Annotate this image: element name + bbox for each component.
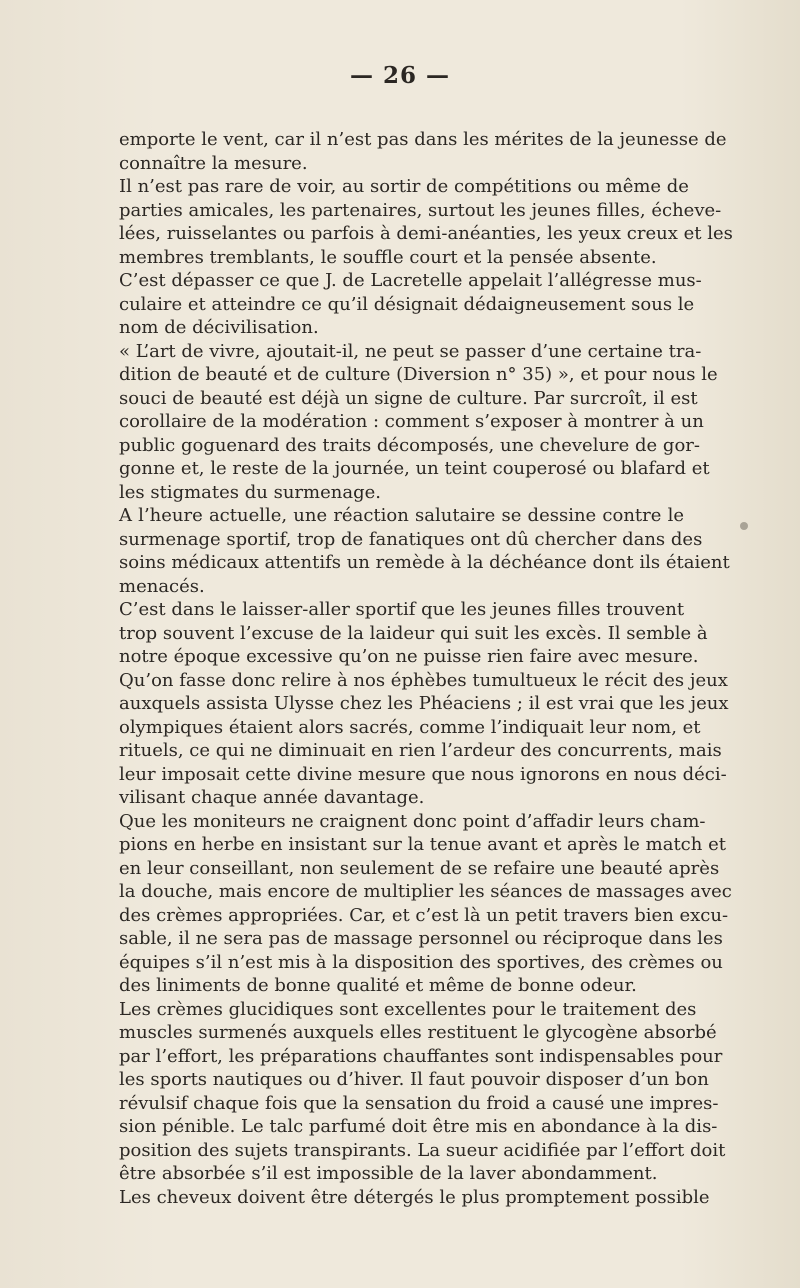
text-line: leur imposait cette divine mesure que nous ignorons en nous déci- <box>119 763 727 785</box>
paragraph <box>119 504 730 598</box>
paragraph <box>119 340 718 505</box>
text-line: parties amicales, les partenaires, surtout les jeunes filles, écheve- <box>119 199 722 221</box>
text-line: menacés. <box>119 575 205 597</box>
text-line: sion pénible. Le talc parfumé doit être mis en abondance à la dis- <box>119 1116 718 1137</box>
text-line: des crèmes appropriées. Car, et c’est là un petit travers bien excu- <box>119 904 729 926</box>
text-line: auxquels assista Ulysse chez les Phéaciens ; il est vrai que les jeux <box>119 693 729 714</box>
text-line: révulsif chaque fois que la sensation du froid a causé une impres- <box>119 1092 719 1114</box>
text-line: trop souvent l’excuse de la laideur qui suit les excès. Il semble à <box>119 622 708 644</box>
text-line: équipes s’il n’est mis à la disposition des sportives, des crèmes ou <box>119 951 723 973</box>
text-line: les sports nautiques ou d’hiver. Il faut pouvoir disposer d’un bon <box>119 1069 709 1090</box>
text-line: des liniments de bonne qualité et même de bonne odeur. <box>119 975 637 996</box>
page-number: — 26 — <box>349 62 451 89</box>
text-line: être absorbée s’il est impossible de la laver abondamment. <box>119 1163 658 1184</box>
text-line: Que les moniteurs ne craignent donc point d’affadir leurs cham- <box>119 810 706 832</box>
text-line: connaître la mesure. <box>119 152 308 174</box>
paragraph <box>119 810 732 998</box>
text-line: notre époque excessive qu’on ne puisse rien faire avec mesure. <box>119 646 699 667</box>
text-line: Les cheveux doivent être détergés le plus promptement possible <box>119 1186 710 1208</box>
text-line: souci de beauté est déjà un signe de culture. Par surcroît, il est <box>119 387 698 409</box>
text-line: membres tremblants, le souffle court et la pensée absente. <box>119 246 657 268</box>
paragraph <box>119 128 727 175</box>
text-line: dition de beauté et de culture (Diversion n° 35) », et pour nous le <box>119 364 718 385</box>
text-line: C’est dans le laisser-aller sportif que les jeunes filles trouvent <box>119 599 685 620</box>
text-line: « L’art de vivre, ajoutait-il, ne peut se passer d’une certaine tra- <box>119 340 702 362</box>
text-line: public goguenard des traits décomposés, une chevelure de gor- <box>119 434 700 456</box>
text-line: vilisant chaque année davantage. <box>119 787 425 808</box>
text-line: muscles surmenés auxquels elles restituent le glycogène absorbé <box>119 1022 717 1043</box>
text-line: A l’heure actuelle, une réaction salutaire se dessine contre le <box>119 505 684 526</box>
paragraph <box>119 269 702 340</box>
text-line: la douche, mais encore de multiplier les séances de massages avec <box>119 881 732 902</box>
text-line: Il n’est pas rare de voir, au sortir de compétitions ou même de <box>119 176 689 197</box>
text-line: rituels, ce qui ne diminuait en rien l’ardeur des concurrents, mais <box>119 740 722 761</box>
ink-spot-mark <box>740 522 748 530</box>
paragraph <box>119 175 733 269</box>
text-line: nom de décivilisation. <box>119 317 319 338</box>
text-line: par l’effort, les préparations chauffantes sont indispensables pour <box>119 1045 723 1067</box>
text-line: surmenage sportif, trop de fanatiques ont dû chercher dans des <box>119 528 703 550</box>
text-line: C’est dépasser ce que J. de Lacretelle appelait l’allégresse mus- <box>119 270 702 291</box>
paragraph <box>119 998 726 1186</box>
body-text <box>119 128 733 1209</box>
text-line: emporte le vent, car il n’est pas dans les mérites de la jeunesse de <box>119 129 727 150</box>
text-line: Les crèmes glucidiques sont excellentes pour le traitement des <box>119 998 697 1020</box>
text-line: position des sujets transpirants. La sueur acidifiée par l’effort doit <box>119 1139 726 1161</box>
text-line: en leur conseillant, non seulement de se refaire une beauté après <box>119 857 720 879</box>
text-line: pions en herbe en insistant sur la tenue avant et après le match et <box>119 834 726 855</box>
text-line: gonne et, le reste de la journée, un teint couperosé ou blafard et <box>119 458 710 479</box>
text-line: sable, il ne sera pas de massage personnel ou réciproque dans les <box>119 928 723 949</box>
text-line: corollaire de la modération : comment s’exposer à montrer à un <box>119 411 704 432</box>
text-line: Qu’on fasse donc relire à nos éphèbes tumultueux le récit des jeux <box>119 669 728 691</box>
text-line: les stigmates du surmenage. <box>119 481 381 503</box>
text-line: olympiques étaient alors sacrés, comme l’indiquait leur nom, et <box>119 716 701 738</box>
paragraph <box>119 598 729 810</box>
text-line: soins médicaux attentifs un remède à la déchéance dont ils étaient <box>119 552 730 573</box>
text-line: lées, ruisselantes ou parfois à demi-anéanties, les yeux creux et les <box>119 223 733 244</box>
text-line: culaire et atteindre ce qu’il désignait dédaigneusement sous le <box>119 293 695 315</box>
paragraph <box>119 1186 710 1210</box>
